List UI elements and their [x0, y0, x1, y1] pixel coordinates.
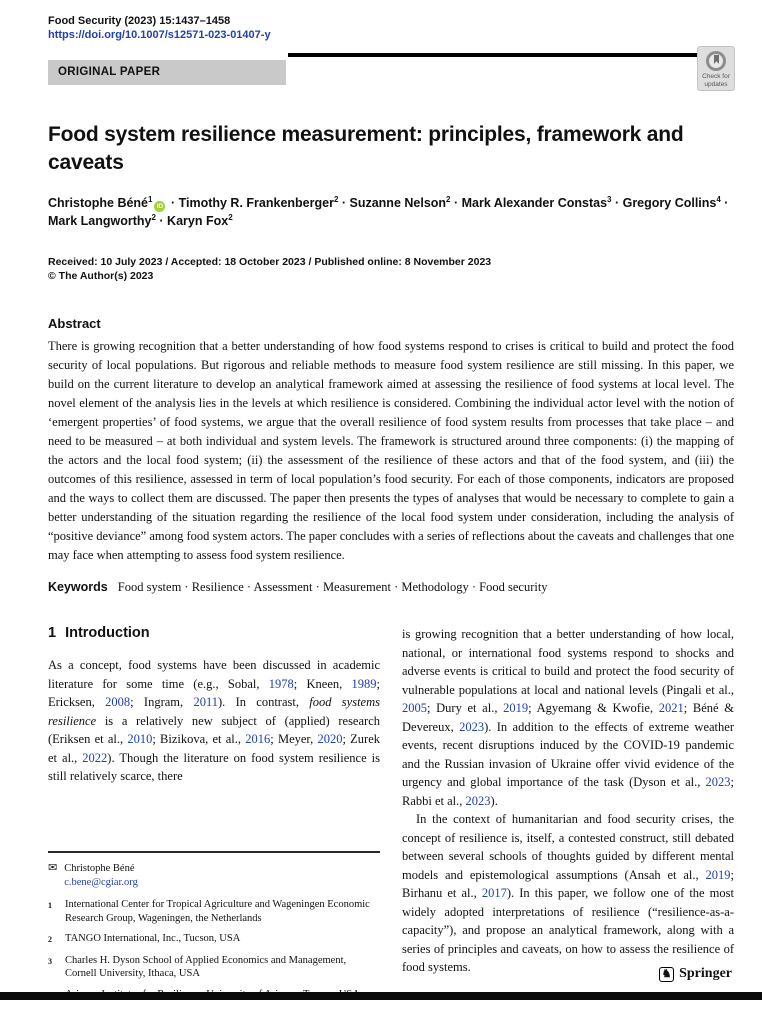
- text-segment: · Timothy R. Frankenberger: [167, 196, 334, 210]
- section-number: 1: [48, 625, 57, 641]
- text-segment: As a concept, food systems have been discussed in academic literature for some time (e.g., Sobal,: [48, 658, 380, 691]
- right-column: [402, 625, 734, 1009]
- text-segment: ; Zurek et al.,: [48, 732, 380, 765]
- text-segment: ; Birhanu et al.,: [402, 867, 734, 900]
- text-segment: · Mark Langworthy: [48, 196, 729, 228]
- text-segment: ). In addition to the effects of extreme weather events, recent disruptions induced by the COVID-19 pandemic and the Russian invasion of Ukraine offer vivid evidence of the urgency and global importance of the task (Dyson et al.,: [402, 719, 734, 789]
- corresponding-author-name: Christophe Béné: [64, 863, 135, 874]
- text-segment: 2: [151, 212, 156, 222]
- citation-link[interactable]: 2021: [658, 701, 684, 715]
- citation-link[interactable]: 2023: [459, 719, 485, 734]
- text-segment: ; Meyer,: [270, 732, 318, 746]
- springer-logo: [659, 966, 732, 982]
- text-segment: is a relatively new subject of (applied) research (Eriksen et al.,: [48, 713, 380, 746]
- journal-citation: Food Security (2023) 15:1437–1458: [48, 15, 231, 27]
- keywords-text: Food system · Resilience · Assessment · Measurement · Methodology · Food security: [117, 580, 548, 594]
- correspondence-details: [64, 862, 138, 889]
- section-title: Introduction: [65, 625, 150, 641]
- text-segment: · Gregory Collins: [611, 196, 717, 210]
- intro-paragraph-right-2: [402, 810, 734, 977]
- affiliation-number: 1: [48, 901, 52, 910]
- page-header: [48, 14, 734, 42]
- text-segment: is growing recognition that a better understanding of how local, national, or international food systems respond to shocks and adverse events is critical to build and protect the food security of vulnerable populations at local and national levels (Pingali et al.,: [402, 627, 734, 697]
- affiliation-item: [48, 954, 380, 981]
- page-title: Food system resilience measurement: principles, framework and caveats: [48, 123, 684, 174]
- envelope-icon: ✉: [48, 862, 58, 874]
- citation-link[interactable]: 1978: [268, 676, 294, 691]
- correspondence-block: [48, 862, 380, 889]
- text-segment: ; Rabbi et al.,: [402, 775, 734, 808]
- abstract-heading: Abstract: [48, 316, 101, 331]
- citation-link[interactable]: 2020: [317, 732, 343, 746]
- text-segment: ; Ericksen,: [48, 676, 380, 709]
- header-rule: [288, 53, 734, 57]
- section-heading-introduction: [48, 625, 380, 641]
- keywords-heading: Keywords: [48, 580, 108, 594]
- text-segment: ). In contrast,: [218, 695, 310, 709]
- affiliation-item: [48, 898, 380, 925]
- orcid-icon: iD: [154, 201, 165, 212]
- citation-link[interactable]: 2019: [503, 701, 529, 715]
- two-column-body: [48, 625, 734, 1009]
- affiliation-item: [48, 932, 380, 947]
- text-segment: 1: [148, 194, 153, 204]
- springer-knight-icon: ♞: [659, 967, 674, 982]
- copyright-line: © The Author(s) 2023: [48, 270, 154, 282]
- page-bottom-edge: [0, 992, 762, 1000]
- citation-link[interactable]: 2017: [481, 886, 507, 900]
- citation-link[interactable]: 2022: [82, 750, 108, 765]
- text-segment: ; Kneen,: [293, 676, 352, 691]
- affiliation-text: TANGO International, Inc., Tucson, USA: [65, 933, 241, 944]
- article-type-badge: ORIGINAL PAPER: [48, 60, 286, 85]
- citation-link[interactable]: 2008: [105, 695, 131, 709]
- text-segment: · Mark Alexander Constas: [450, 196, 608, 210]
- text-segment: ). In this paper, we follow one of the most widely adopted interpretations of resilience (“resilience-as-a-capacity”), and propose an analytical framework, along with a series of principles and caveats, on how to assess the resilience of food systems.: [402, 886, 734, 974]
- intro-paragraph-right-1: [402, 625, 734, 810]
- affiliation-text: International Center for Tropical Agriculture and Wageningen Economic Research Group, Wageningen, the Netherlands: [65, 899, 370, 924]
- text-segment: · Karyn Fox: [155, 214, 229, 228]
- text-segment: ; Bizikova, et al.,: [152, 732, 246, 746]
- text-segment: 3: [607, 194, 612, 204]
- corresponding-author-email[interactable]: c.bene@cgiar.org: [64, 876, 138, 888]
- intro-paragraph-left: [48, 656, 380, 786]
- doi-link[interactable]: https://doi.org/10.1007/s12571-023-01407-y: [48, 29, 271, 41]
- text-segment: ). Though the literature on food system resilience is still relatively scarce, there: [48, 750, 380, 783]
- check-for-updates-label: Check for updates: [702, 73, 730, 88]
- publisher-name: Springer: [679, 966, 732, 981]
- left-column: [48, 625, 380, 1009]
- citation-link[interactable]: 2011: [193, 695, 218, 709]
- footnote-block: [48, 851, 380, 1009]
- footnote-divider: [48, 851, 380, 853]
- citation-link[interactable]: 2005: [402, 701, 427, 715]
- article-type-bar: [48, 53, 734, 85]
- text-segment: 4: [716, 194, 721, 204]
- affiliation-number: 3: [48, 956, 52, 966]
- text-segment: food systems resilience: [48, 695, 380, 728]
- citation-link[interactable]: 2023: [465, 793, 491, 808]
- citation-link[interactable]: 2023: [705, 775, 731, 789]
- text-segment: 2: [333, 194, 339, 204]
- text-segment: 2: [228, 212, 233, 222]
- text-segment: ; Béné & Devereux,: [402, 701, 734, 734]
- text-segment: ; Ingram,: [130, 695, 194, 709]
- text-segment: ; Dury et al.,: [427, 701, 504, 715]
- text-segment: ; Agyemang & Kwofie,: [528, 701, 659, 715]
- citation-link[interactable]: 1989: [351, 676, 377, 691]
- affiliation-number: 2: [48, 935, 52, 944]
- text-segment: In the context of humanitarian and food security crises, the concept of resilience is, itself, a contested construct, still debated between several schools of thoughts guided by different mental models and epistemological assumptions (Ansah et al.,: [402, 812, 734, 882]
- text-segment: ).: [490, 793, 498, 808]
- text-segment: Christophe Béné: [48, 196, 149, 210]
- affiliation-text: Charles H. Dyson School of Applied Economics and Management, Cornell University, Ithaca, USA: [65, 954, 347, 979]
- keywords-line: [48, 579, 734, 596]
- citation-link[interactable]: 2016: [245, 732, 271, 746]
- received-accepted-line: Received: 10 July 2023 / Accepted: 18 October 2023 / Published online: 8 November 2023: [48, 256, 492, 268]
- text-segment: 2: [446, 194, 451, 204]
- citation-link[interactable]: 2010: [127, 732, 153, 746]
- crossmark-icon: [706, 51, 726, 71]
- text-segment: · Suzanne Nelson: [338, 196, 447, 210]
- article-meta: [48, 255, 734, 283]
- citation-link[interactable]: 2019: [705, 867, 731, 882]
- author-list: [48, 194, 734, 230]
- check-for-updates-badge[interactable]: [697, 46, 735, 91]
- abstract-text: There is growing recognition that a better understanding of how food systems respond to crises is critical to build and protect the food security of local populations. But rigorous and reliable methods to measure food system resilience are still missing. In this paper, we build on the current literature to develop an analytical framework aimed at assessing the resilience of food systems at local level. The novel element of the analysis lies in the levels at which resilience is considered. Combining the individual actor level with the notion of ‘emergent properties’ of food systems, we argue that the overall resilience of food system results from processes that take place – and need to be measured – at both individual and system levels. The framework is structured around three components: (i) the mapping of the actors and the local food system; (ii) the assessment of the resilience of these actors and that of the food system, and (iii) the outcomes of this resilience, assessed in term of local population’s food security. For each of those components, indicators are proposed and the ways to collect them are discussed. The paper then presents the types of analyses that would be necessary to complete to gain a better understanding of the situation regarding the resilience of the local food system under consideration, including the analysis of “positive deviance” among food system actors. The paper concludes with a series of reflections about the caveats and challenges that one may face when attempting to assess food system resilience.: [48, 339, 734, 562]
